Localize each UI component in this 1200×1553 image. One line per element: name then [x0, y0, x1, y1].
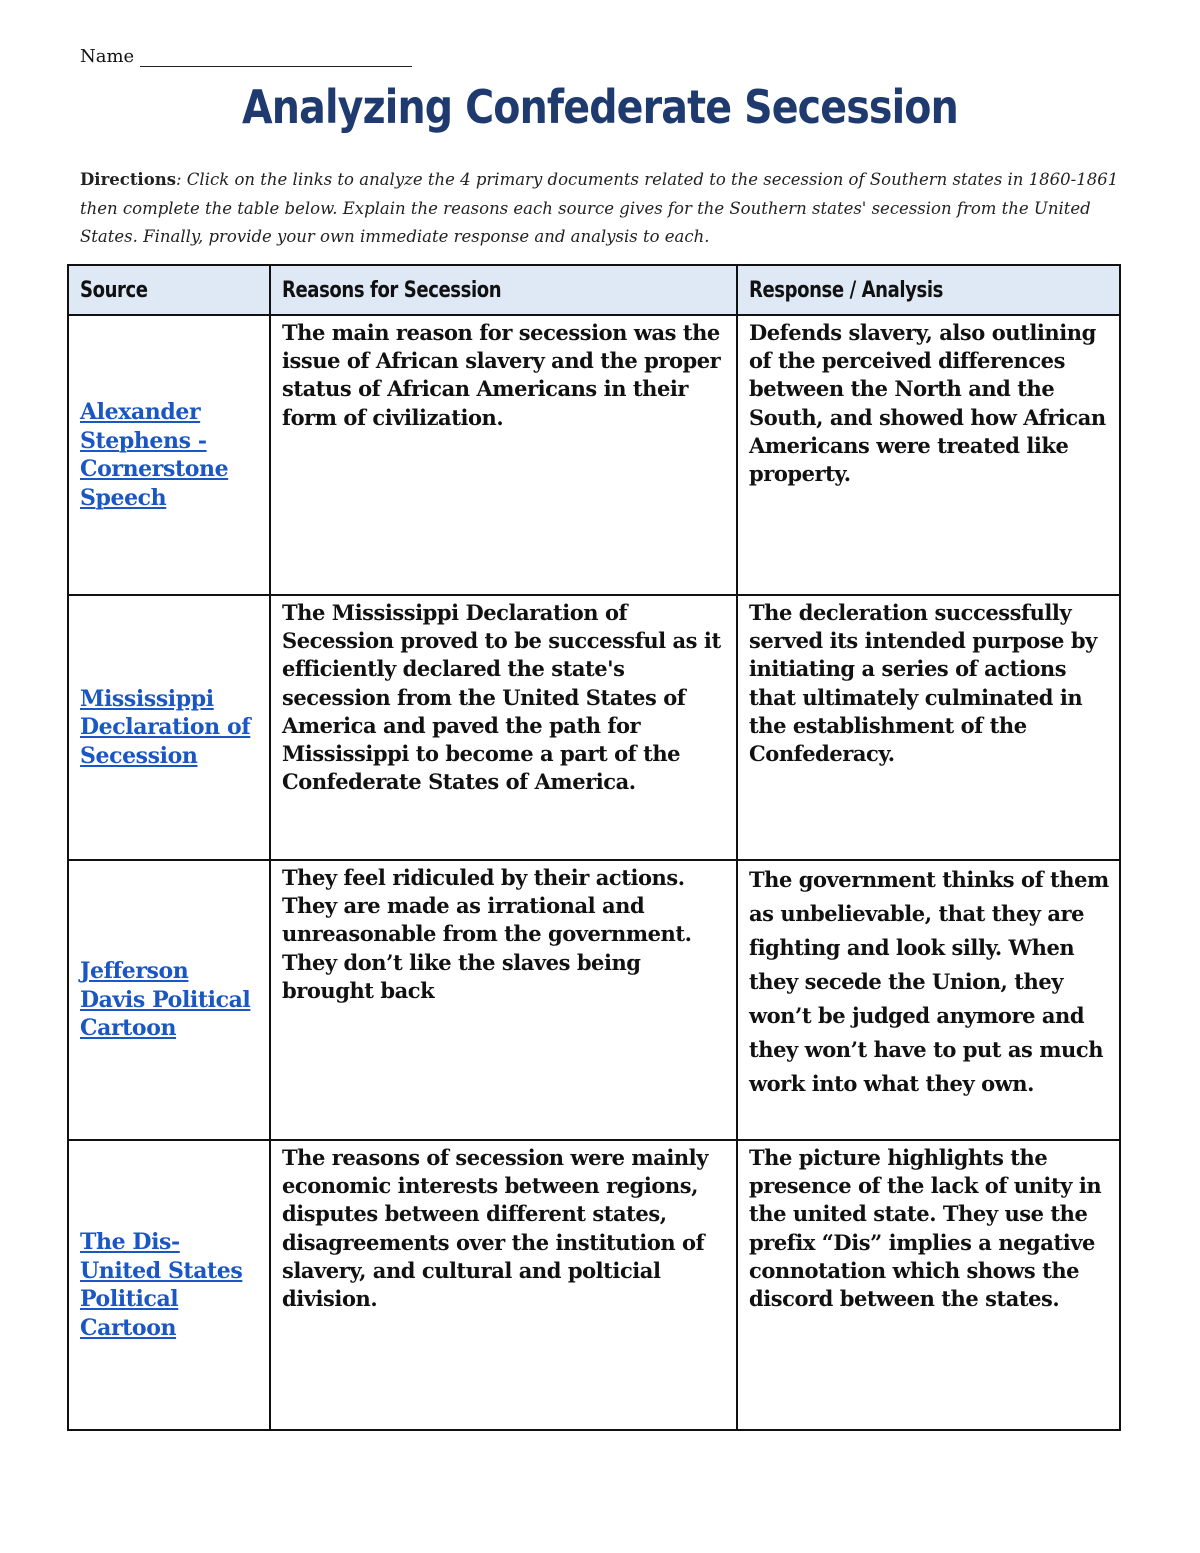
response-cell: [737, 860, 1120, 1140]
table-row: [68, 315, 1120, 595]
response-cell: [737, 595, 1120, 860]
response-text: Defends slavery, also outlining of the perceived differences between the North and the South, and showed how African Americans were treated like property.: [749, 320, 1106, 487]
source-cell: [68, 1140, 270, 1430]
table-row: [68, 1140, 1120, 1430]
response-text: The government thinks of them as unbelievable, that they are fighting and look silly. When they secede the Union, they won’t be judged anymore and they won’t have to put as much work into what they own.: [749, 867, 1109, 1096]
response-cell: [737, 1140, 1120, 1430]
reasons-text: The main reason for secession was the issue of African slavery and the proper status of African Americans in their form of civilization.: [282, 320, 721, 430]
secession-analysis-table: [67, 264, 1121, 1431]
source-link-stephens[interactable]: Alexander Stephens - Cornerstone Speech: [80, 399, 229, 511]
name-field-row: [80, 46, 412, 67]
page-title: Analyzing Confederate Secession: [242, 80, 958, 134]
source-cell: [68, 315, 270, 595]
source-link-dis-united-states[interactable]: The Dis-United States Political Cartoon: [80, 1229, 243, 1341]
directions-label: Directions: [80, 170, 176, 189]
column-header-response: Response / Analysis: [737, 265, 1120, 315]
response-text: The decleration successfully served its intended purpose by initiating a series of actions that ultimately culminated in the establishment of the Confederacy.: [749, 600, 1097, 767]
table-header-row: [68, 265, 1120, 315]
response-text: The picture highlights the presence of the lack of unity in the united state. They use the prefix “Dis” implies a negative connotation which shows the discord between the states.: [749, 1145, 1102, 1312]
directions-text: : Click on the links to analyze the 4 primary documents related to the secession of Southern states in 1860-1861 then complete the table below. Explain the reasons each source gives for the Southern states' secession from the United States. Finally, provide your own immediate response and analysis to each.: [80, 170, 1119, 246]
table-row: [68, 860, 1120, 1140]
response-cell: [737, 315, 1120, 595]
name-blank-line[interactable]: [140, 48, 412, 67]
reasons-cell: [270, 860, 737, 1140]
name-label: Name: [80, 46, 135, 67]
reasons-cell: [270, 315, 737, 595]
source-link-mississippi[interactable]: Mississippi Declaration of Secession: [80, 685, 251, 769]
directions-paragraph: [80, 166, 1120, 252]
source-link-jefferson-davis[interactable]: Jefferson Davis Political Cartoon: [80, 958, 251, 1042]
source-cell: [68, 595, 270, 860]
reasons-text: The Mississippi Declaration of Secession proved to be successful as it efficiently declared the state's secession from the United States of America and paved the path for Mississippi to become a part of the Confederate States of America.: [282, 600, 721, 795]
reasons-cell: [270, 1140, 737, 1430]
column-header-source: Source: [68, 265, 270, 315]
table-row: [68, 595, 1120, 860]
column-header-reasons: Reasons for Secession: [270, 265, 737, 315]
source-cell: [68, 860, 270, 1140]
reasons-text: The reasons of secession were mainly economic interests between regions, disputes between different states, disagreements over the institution of slavery, and cultural and polticial division.: [282, 1145, 708, 1312]
reasons-text: They feel ridiculed by their actions. They are made as irrational and unreasonable from the government. They don’t like the slaves being brought back: [282, 865, 692, 1003]
reasons-cell: [270, 595, 737, 860]
